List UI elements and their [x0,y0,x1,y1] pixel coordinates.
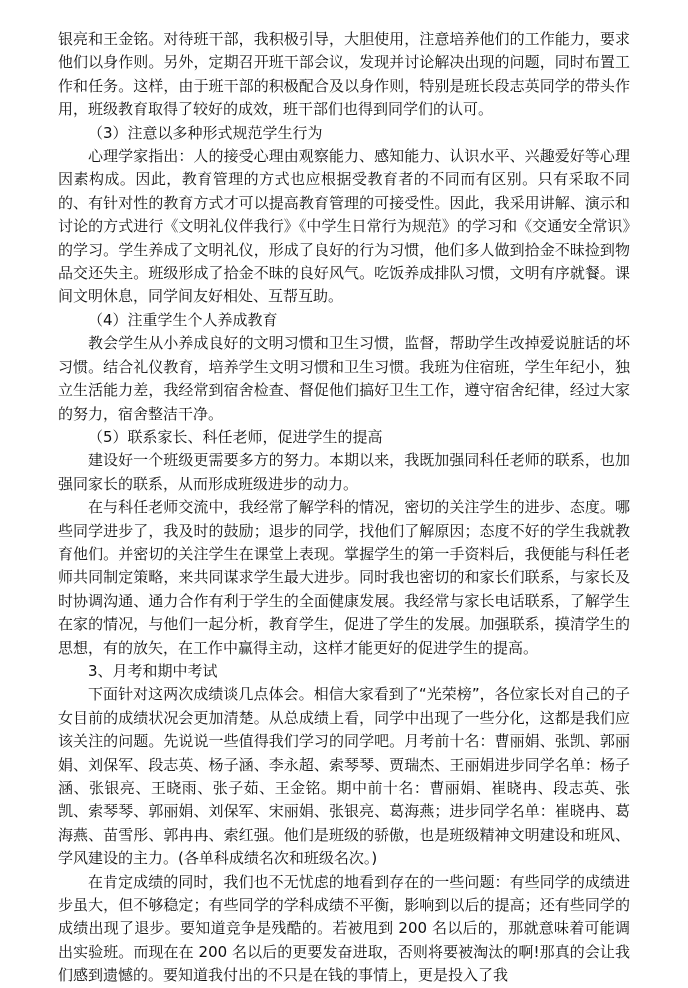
body-paragraph-cooperation: 建设好一个班级更需要多方的努力。本期以来，我既加强同科任老师的联系，也加强同家长的联系，从而形成班级进步的动力。 [58,451,630,493]
body-paragraph-results: 下面针对这两次成绩谈几点体会。相信大家看到了“光荣榜”，各位家长对自己的子女目前的成绩状况会更加清楚。从总成绩上看，同学中出现了一些分化，这都是我们应该关注的问题。先说说一些值得我们学习的同学吧。月考前十名：曹丽娟、张凯、郭丽娟、刘保军、段志英、杨子涵、李永超、索琴琴、贾瑞杰、王丽娟进步同学名单：杨子涵、张银亮、王晓雨、张子茹、王金铭。期中前十名：曹丽娟、崔晓冉、段志英、张凯、索琴琴、郭丽娟、刘保军、宋丽娟、张银亮、葛海燕；进步同学名单：崔晓冉、葛海燕、苗雪彤、郭冉冉、索红强。他们是班级的骄傲，也是班级精神文明建设和班风、学风建设的主力。(各单科成绩名次和班级名次。) [58,685,630,868]
body-paragraph-teachers: 在与科任老师交流中，我经常了解学科的情况，密切的关注学生的进步、态度。哪些同学进步了，我及时的鼓励；退步的同学，找他们了解原因；态度不好的学生我就教育他们。并密切的关注学生在课堂上表现。掌握学生的第一手资料后，我便能与科任老师共同制定策略，来共同谋求学生最大进步。同时我也密切的和家长们联系，与家长及时协调沟通、通力合作有利于学生的全面健康发展。我经常与家长电话联系，了解学生在家的情况，与他们一起分析，教育学生，促进了学生的发展。加强联系，摸清学生的思想，有的放矢，在工作中赢得主动，这样才能更好的促进学生的提高。 [58,498,630,657]
body-paragraph-habits: 教会学生从小养成良好的文明习惯和卫生习惯，监督，帮助学生改掉爱说脏话的坏习惯。结合礼仪教育，培养学生文明习惯和卫生习惯。我班为住宿班，学生年纪小，独立生活能力差，我经常到宿舍检查、督促他们搞好卫生工作，遵守宿舍纪律，经过大家的努力，宿舍整洁干净。 [58,334,630,423]
subheading-behavior: （3）注意以多种形式规范学生行为 [88,123,323,142]
body-paragraph-1: 银亮和王金铭。对待班干部，我积极引导，大胆使用，注意培养他们的工作能力，要求他们以身作则。另外，定期召开班干部会议，发现并讨论解决出现的问题，同时布置工作和任务。这样，由于班干部的积极配合及以身作则，特别是班长段志英同学的带头作用，班级教育取得了较好的成效，班干部们也得到同学们的认可。 [58,30,630,119]
body-paragraph-concerns: 在肯定成绩的同时，我们也不无忧虑的地看到存在的一些问题：有些同学的成绩进步虽大，但不够稳定；有些同学的学科成绩不平衡，影响到以后的提高；还有些同学的成绩出现了退步。要知道竞争是残酷的。若被甩到 200 名以后的，那就意味着可能调出实验班。而现在在 200 名以后的更要发奋进取，否则将要被淘汰的啊!那真的会让我们感到遗憾的。要知道我付出的不只是在钱的事情上，更是投入了我 [58,872,630,985]
subheading-personal-habits: （4）注重学生个人养成教育 [88,310,278,329]
subheading-contact-parents: （5）联系家长、科任老师，促进学生的提高 [88,427,383,446]
section-heading-exams: 3、月考和期中考试 [88,661,218,680]
body-paragraph-psychology: 心理学家指出：人的接受心理由观察能力、感知能力、认识水平、兴趣爱好等心理因素构成。因此，教育管理的方式也应根据受教育者的不同而有区别。只有采取不同的、有针对性的教育方式才可以提高教育管理的可接受性。因此，我采用讲解、演示和讨论的方式进行《文明礼仪伴我行》《中学生日常行为规范》的学习和《交通安全常识》的学习。学生养成了文明礼仪，形成了良好的行为习惯，他们多人做到拾金不昧捡到物品交还失主。班级形成了拾金不昧的良好风气。吃饭养成排队习惯，文明有序就餐。课间文明休息，同学间友好相处、互帮互助。 [58,147,630,306]
